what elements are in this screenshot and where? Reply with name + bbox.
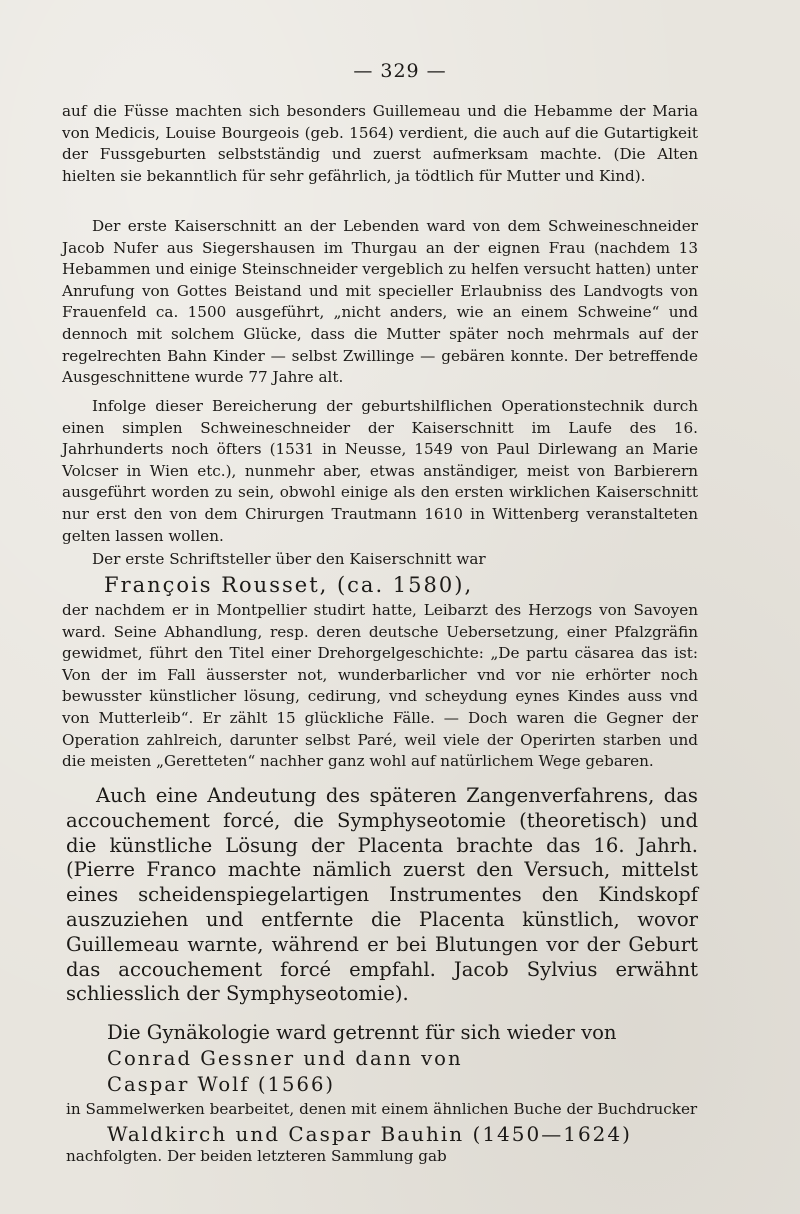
- name-waldkirch-bauhin: Waldkirch und Caspar Bauhin (1450—1624): [107, 1122, 632, 1146]
- paragraph-forceps-procedures: Auch eine Andeutung des späteren Zangenverfahrens, das accouchement forcé, die Symphyseotomie (theoretisch) und die künstliche Lösung der Placenta brachte das 16. Jahrh. (Pierre Franco machte nämlich zuerst den Versuch, mittelst eines scheidenspiegelartigen Instrumentes den Kindskopf auszuziehen und entfernte die Placenta künstlich, wovor Guillemeau warnte, während er bei Blutungen vor der Geburt das accouchement forcé empfahl. Jacob Sylvius erwähnt schliesslich der Symphyseotomie).: [66, 784, 698, 1006]
- paragraph-first-author-intro: Der erste Schriftsteller über den Kaiserschnitt war: [92, 550, 486, 568]
- paragraph-caesarean-16th-century: Infolge dieser Bereicherung der geburtshilflichen Operationstechnik durch einen simplen Schweineschneider der Kaiserschnitt im Laufe des 16. Jahrhunderts noch öfters (1531 in Neusse, 1549 von Paul Dirlewang an Marie Volcser in Wien etc.), nunmehr aber, etwas anständiger, meist von Barbierern ausgeführt worden zu sein, obwohl einige als den ersten wirklichen Kaiserschnitt nur erst den von dem Chirurgen Trautmann 1610 in Wittenberg veranstalteten gelten lassen wollen.: [62, 397, 698, 545]
- name-caspar-wolf: Caspar Wolf (1566): [107, 1073, 336, 1096]
- paragraph-first-caesarean: Der erste Kaiserschnitt an der Lebenden ward von dem Schweineschneider Jacob Nufer aus Siegershausen im Thurgau an der eignen Frau (nachdem 13 Hebammen und einige Steinschneider vergeblich zu helfen versucht hatten) unter Anrufung von Gottes Beistand und mit specieller Erlaubniss des Landvogts von Frauenfeld ca. 1500 ausgeführt, „nicht anders, wie an einem Schweine“ und dennoch mit solchem Glücke, dass die Mutter später noch mehrmals auf der regelrechten Bahn Kinder — selbst Zwillinge — gebären konnte. Der betreffende Ausgeschnittene wurde 77 Jahre alt.: [62, 217, 698, 387]
- name-conrad-gessner: Conrad Gessner und dann von: [107, 1047, 463, 1070]
- gynecology-line-6: nachfolgten. Der beiden letzteren Sammlung gab: [66, 1147, 447, 1165]
- paragraph-breech-births: auf die Füsse machten sich besonders Guillemeau und die Hebamme der Maria von Medicis, Louise Bourgeois (geb. 1564) verdient, die auch auf die Gutartigkeit der Fussgeburten selbstständig und zuerst aufmerksam machte. (Die Alten hielten sie bekanntlich für sehr gefährlich, ja tödtlich für Mutter und Kind).: [62, 102, 698, 185]
- gynecology-line-4: in Sammelwerken bearbeitet, denen mit einem ähnlichen Buche der Buchdrucker: [66, 1100, 698, 1118]
- page-number: — 329 —: [353, 60, 447, 82]
- paragraph-rousset-treatise: der nachdem er in Montpellier studirt hatte, Leibarzt des Herzogs von Savoyen ward. Seine Abhandlung, resp. deren deutsche Uebersetzung, einer Pfalzgräfin gewidmet, führt den Titel einer Drehorgelgeschichte: „De partu cäsarea das ist: Von der im Fall äusserster not, wunderbarlicher vnd vor nie erhörter noch bewusster künstlicher lösung, cedirung, vnd scheydung eynes Kindes auss vnd von Mutterleib“. Er zählt 15 glückliche Fälle. — Doch waren die Gegner der Operation zahlreich, darunter selbst Paré, weil viele der Operirten starben und die meisten „Geretteten“ nachher ganz wohl auf natürlichem Wege gebaren.: [62, 601, 698, 771]
- name-francois-rousset: François Rousset, (ca. 1580),: [104, 573, 474, 597]
- gynecology-line-1: Die Gynäkologie ward getrennt für sich wieder von: [107, 1021, 617, 1044]
